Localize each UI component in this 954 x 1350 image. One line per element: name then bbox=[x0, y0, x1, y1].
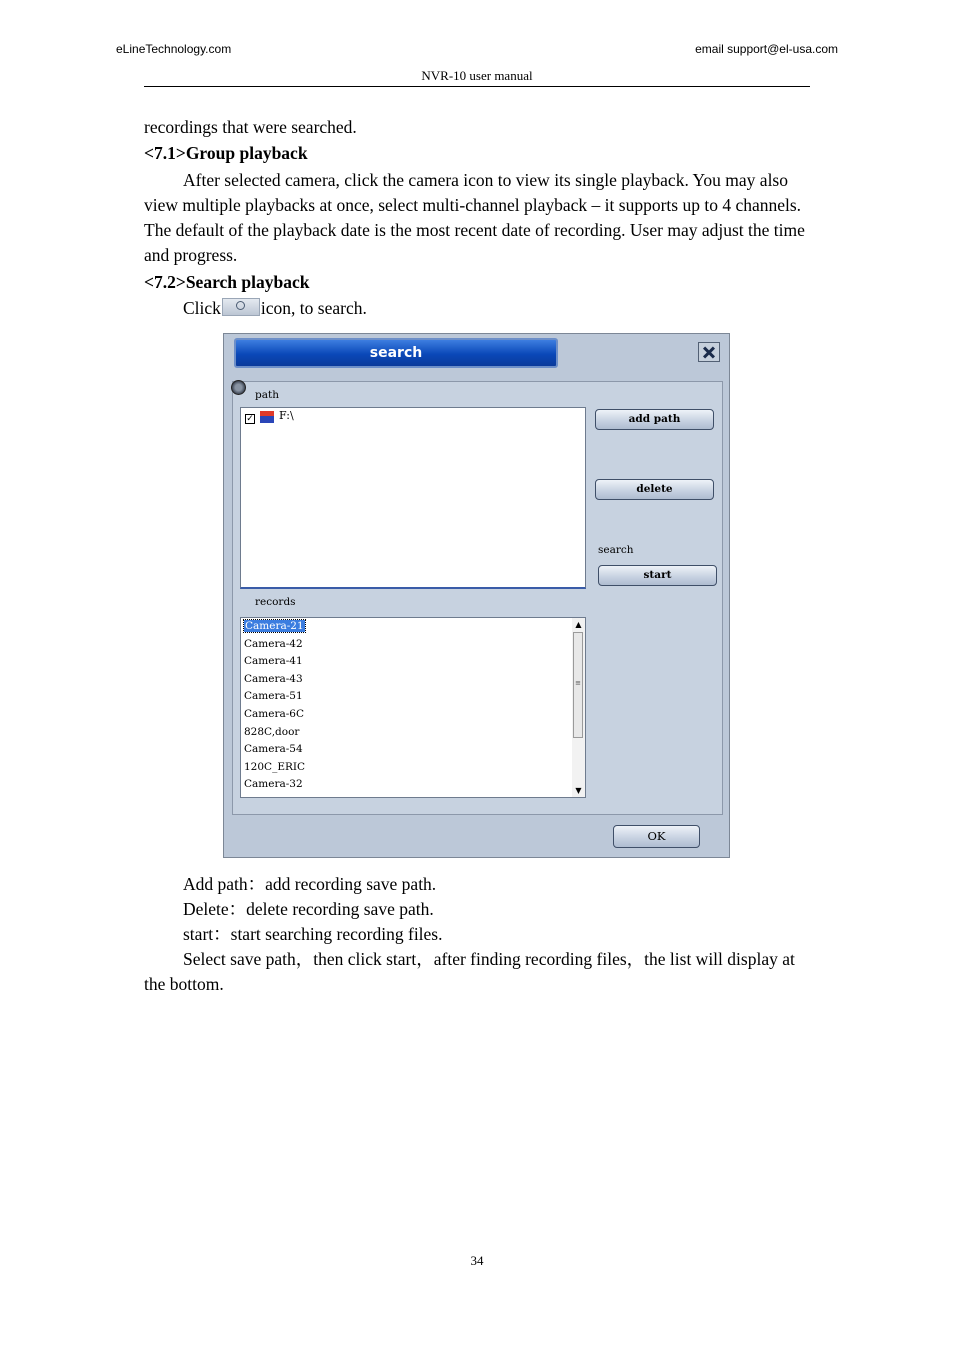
records-listbox[interactable] bbox=[240, 617, 586, 798]
description-delete: Delete：delete recording save path. bbox=[183, 899, 434, 919]
record-item[interactable]: Camera-51 bbox=[244, 690, 303, 703]
paragraph-intro: recordings that were searched. bbox=[144, 117, 357, 137]
section-heading-search-playback: <7.2>Search playback bbox=[144, 272, 310, 292]
path-item[interactable]: F:\ bbox=[279, 409, 294, 422]
page-number: 34 bbox=[470, 1253, 484, 1268]
record-item[interactable]: Camera-54 bbox=[244, 743, 303, 756]
record-item[interactable]: Camera-43 bbox=[244, 672, 303, 685]
paragraph-select-path: Select save path，then click start，after finding recording files，the list will display at the bottom. bbox=[144, 949, 795, 994]
record-item[interactable]: Camera-42 bbox=[244, 637, 303, 650]
radio-button[interactable] bbox=[231, 380, 246, 395]
records-list bbox=[243, 618, 573, 794]
record-item[interactable]: Camera-6C bbox=[244, 707, 305, 720]
description-start: start：start searching recording files. bbox=[183, 924, 443, 944]
header-site: eLineTechnology.com bbox=[116, 42, 232, 56]
header-rule bbox=[144, 86, 810, 87]
record-item[interactable]: Camera-41 bbox=[244, 655, 303, 668]
search-label: search bbox=[598, 544, 634, 556]
description-add-path: Add path：add recording save path. bbox=[183, 874, 437, 894]
close-icon[interactable] bbox=[698, 342, 720, 362]
dialog-title: search bbox=[234, 338, 558, 368]
ok-button[interactable]: OK bbox=[613, 825, 700, 848]
path-label: path bbox=[255, 389, 279, 401]
scroll-down-icon[interactable]: ▼ bbox=[575, 786, 582, 795]
paragraph-group-playback: After selected camera, click the camera icon to view its single playback. You may also view multiple playbacks at once, select multi-channel playback – it supports up to 4 channels. The default of the playback date is the most recent date of recording. User may adjust the time and progress. bbox=[144, 170, 805, 265]
click-text: Click bbox=[183, 298, 221, 318]
delete-button[interactable]: delete bbox=[595, 479, 714, 500]
add-path-button[interactable]: add path bbox=[595, 409, 714, 430]
search-icon bbox=[222, 298, 260, 316]
header-title: NVR-10 user manual bbox=[421, 68, 533, 83]
record-item[interactable]: 828C,door bbox=[244, 725, 300, 738]
record-item[interactable]: 120C_ERIC bbox=[244, 760, 306, 773]
click-instruction bbox=[183, 296, 367, 321]
header-email: email support@el-usa.com bbox=[695, 42, 838, 56]
path-checkbox[interactable]: ✓ bbox=[246, 414, 254, 424]
path-listbox[interactable] bbox=[240, 407, 586, 589]
start-button[interactable]: start bbox=[598, 565, 717, 586]
record-item[interactable]: Camera-21 bbox=[245, 620, 304, 632]
record-item[interactable]: Camera-32 bbox=[244, 778, 303, 791]
records-label: records bbox=[255, 596, 296, 608]
search-dialog bbox=[223, 333, 730, 858]
click-text-end: icon, to search. bbox=[260, 298, 367, 318]
scroll-thumb[interactable]: ≡ bbox=[573, 632, 583, 738]
section-heading-group-playback: <7.1>Group playback bbox=[144, 143, 308, 163]
drive-icon bbox=[260, 411, 274, 423]
scroll-up-icon[interactable]: ▲ bbox=[575, 620, 582, 629]
records-scrollbar[interactable] bbox=[572, 618, 585, 797]
